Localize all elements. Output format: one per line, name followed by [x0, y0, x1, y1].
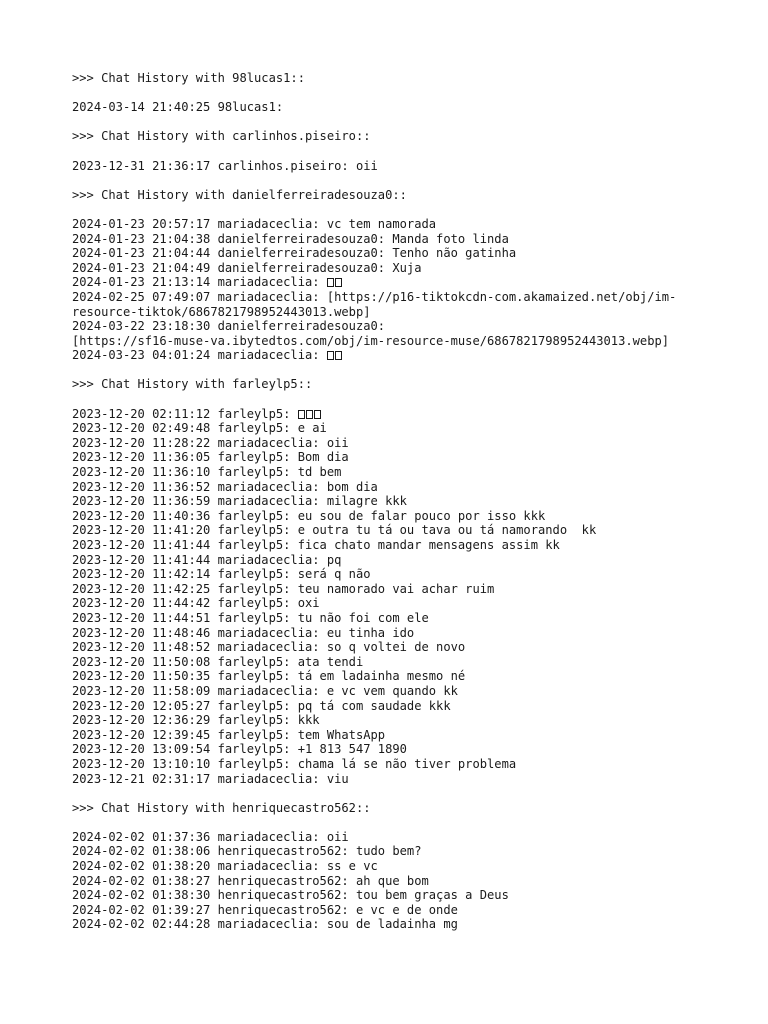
section-header: >>> Chat History with 98lucas1::: [72, 71, 305, 85]
chat-line: 2023-12-20 11:58:09 mariadaceclia: e vc vem quando kk: [72, 683, 458, 698]
chat-line: 2024-01-23 21:04:44 danielferreiradesouza0: Tenho não gatinha: [72, 246, 517, 261]
chat-line: 2024-01-23 21:04:49 danielferreiradesouza0: Xuja: [72, 260, 422, 275]
missing-glyph-icon: [314, 410, 321, 419]
chat-line: 2023-12-20 12:36:29 farleylp5: kkk: [72, 713, 320, 728]
section-header: >>> Chat History with carlinhos.piseiro::: [72, 129, 371, 144]
chat-line: 2024-02-25 07:49:07 mariadaceclia: [https://p16-tiktokcdn-com.akamaized.net/obj/im-: [72, 289, 677, 304]
chat-line-with-glyphs: [72, 275, 752, 290]
missing-glyph-icon: [335, 278, 342, 287]
chat-line: 2024-02-02 01:38:06 henriquecastro562: tudo bem?: [72, 844, 422, 859]
spacer: [72, 786, 752, 801]
chat-line: 2023-12-20 11:42:25 farleylp5: teu namorado vai achar ruim: [72, 581, 495, 596]
chat-line: 2023-12-20 11:42:14 farleylp5: será q não: [72, 567, 371, 582]
spacer: [72, 115, 752, 130]
missing-glyph-icon: [327, 351, 334, 360]
chat-line: 2023-12-31 21:36:17 carlinhos.piseiro: oii: [72, 158, 378, 173]
section-header: >>> Chat History with danielferreiradesouza0::: [72, 187, 407, 202]
chat-line: 2023-12-21 02:31:17 mariadaceclia: viu: [72, 771, 349, 786]
chat-line: 2023-12-20 13:09:54 farleylp5: +1 813 547 1890: [72, 742, 407, 757]
chat-line: 2023-12-20 11:44:42 farleylp5: oxi: [72, 596, 320, 611]
chat-line-text: 2024-03-23 04:01:24 mariadaceclia:: [72, 348, 327, 363]
chat-line: 2024-01-23 20:57:17 mariadaceclia: vc tem namorada: [72, 216, 437, 231]
spacer: [72, 86, 752, 101]
spacer: [72, 144, 752, 159]
chat-line: 2024-03-14 21:40:25 98lucas1:: [72, 100, 284, 115]
chat-line: 2023-12-20 11:41:44 farleylp5: fica chato mandar mensagens assim kk: [72, 538, 560, 552]
chat-line: 2023-12-20 11:50:08 farleylp5: ata tendi: [72, 654, 364, 669]
chat-line: 2023-12-20 11:36:10 farleylp5: td bem: [72, 465, 342, 480]
chat-line: 2023-12-20 12:05:27 farleylp5: pq tá com saudade kkk: [72, 698, 451, 713]
chat-line: 2023-12-20 11:40:36 farleylp5: eu sou de falar pouco por isso kkk: [72, 508, 546, 523]
chat-line: 2024-02-02 01:38:27 henriquecastro562: ah que bom: [72, 873, 429, 888]
chat-line: 2023-12-20 11:44:51 farleylp5: tu não foi com ele: [72, 610, 429, 625]
missing-glyph-icon: [298, 410, 305, 419]
spacer: [72, 392, 752, 407]
spacer: [72, 815, 752, 830]
chat-line: 2023-12-20 02:49:48 farleylp5: e ai: [72, 421, 327, 436]
chat-line: 2023-12-20 11:48:52 mariadaceclia: so q voltei de novo: [72, 640, 466, 655]
chat-line: 2023-12-20 11:41:20 farleylp5: e outra tu tá ou tava ou tá namorando kk: [72, 523, 597, 538]
chat-line: 2024-02-02 01:39:27 henriquecastro562: e vc e de onde: [72, 902, 458, 917]
chat-line-text: 2024-01-23 21:13:14 mariadaceclia:: [72, 275, 327, 290]
chat-line: 2023-12-20 11:36:05 farleylp5: Bom dia: [72, 450, 349, 465]
chat-line: 2024-01-23 21:04:38 danielferreiradesouza0: Manda foto linda: [72, 231, 509, 246]
chat-line-continuation: [https://sf16-muse-va.ibytedtos.com/obj/im-resource-muse/6867821798952443013.webp]: [72, 333, 670, 348]
spacer: [72, 363, 752, 378]
missing-glyph-icon: [335, 351, 342, 360]
chat-line-text: 2023-12-20 02:11:12 farleylp5:: [72, 406, 298, 421]
section-header: >>> Chat History with henriquecastro562::: [72, 800, 371, 815]
chat-line: 2023-12-20 11:28:22 mariadaceclia: oii: [72, 435, 349, 450]
missing-glyph-icon: [327, 278, 334, 287]
chat-line: 2023-12-20 11:36:52 mariadaceclia: bom dia: [72, 479, 378, 494]
chat-history-document: [72, 71, 752, 932]
chat-line: 2024-03-22 23:18:30 danielferreiradesouza0:: [72, 319, 386, 334]
spacer: [72, 202, 752, 217]
chat-line-with-glyphs: [72, 407, 752, 422]
spacer: [72, 173, 752, 188]
chat-line: 2023-12-20 12:39:45 farleylp5: tem WhatsApp: [72, 727, 386, 742]
chat-line: 2024-02-02 01:37:36 mariadaceclia: oii: [72, 829, 349, 844]
chat-line: 2023-12-20 11:50:35 farleylp5: tá em ladainha mesmo né: [72, 669, 466, 684]
chat-line-with-glyphs: [72, 348, 752, 363]
chat-line: 2023-12-20 13:10:10 farleylp5: chama lá se não tiver problema: [72, 756, 517, 771]
chat-line: 2023-12-20 11:36:59 mariadaceclia: milagre kkk: [72, 494, 407, 509]
chat-line: 2024-02-02 01:38:20 mariadaceclia: ss e vc: [72, 859, 378, 874]
chat-line: 2024-02-02 02:44:28 mariadaceclia: sou de ladainha mg: [72, 917, 458, 932]
chat-line: 2024-02-02 01:38:30 henriquecastro562: tou bem graças a Deus: [72, 888, 509, 903]
missing-glyph-icon: [306, 410, 313, 419]
section-header: >>> Chat History with farleylp5::: [72, 377, 313, 392]
chat-line: 2023-12-20 11:41:44 mariadaceclia: pq: [72, 552, 342, 567]
chat-line-continuation: resource-tiktok/6867821798952443013.webp]: [72, 304, 371, 319]
chat-line: 2023-12-20 11:48:46 mariadaceclia: eu tinha ido: [72, 625, 415, 640]
